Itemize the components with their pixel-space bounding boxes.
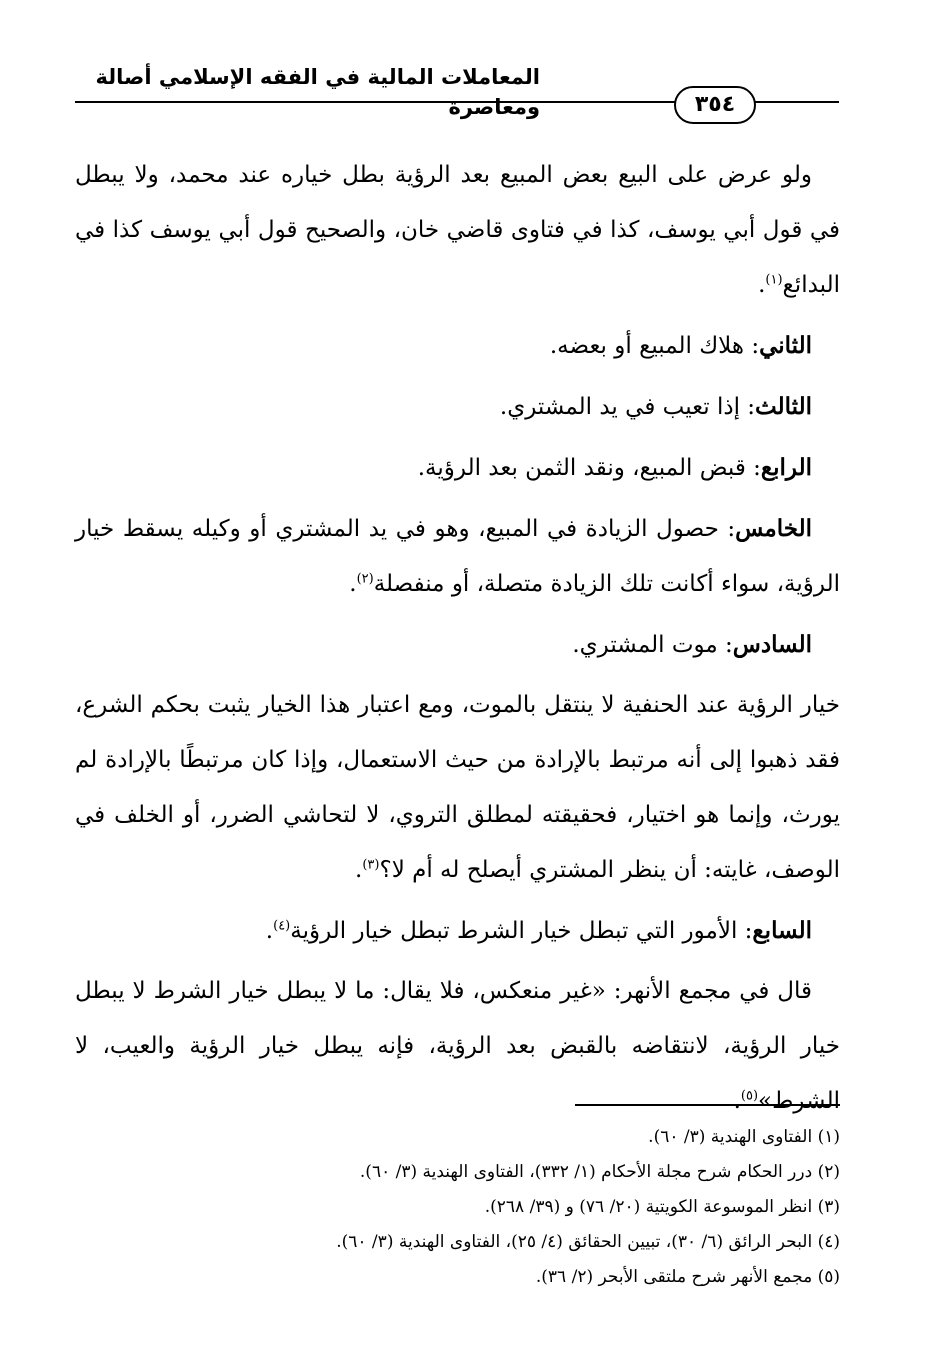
item-seventh: السابع: الأمور التي تبطل خيار الشرط تبطل خيار الرؤية$^{(٤)}$. (265, 917, 812, 944)
running-header-title: المعاملات المالية في الفقه الإسلامي أصالة ومعاصرة (95, 65, 540, 119)
item-third: الثالث: إذا تعيب في يد المشتري. (499, 393, 812, 420)
footnote-ref-3: (٣) (362, 857, 380, 873)
item-fifth: الخامس: حصول الزيادة في المبيع، وهو في يد المشتري أو وكيله يسقط خيار الرؤية، سواء أكانت تلك الزيادة متصلة، أو منفصلة$^{(٢)}$. (75, 515, 840, 597)
footnote: (٣) انظر الموسوعة الكويتية (٢٠/ ٧٦) و (٣٩/ ٢٦٨). (484, 1197, 840, 1217)
item-label: الخامس (735, 515, 812, 542)
footnote-ref-1: (١) (765, 272, 783, 288)
item-second: الثاني: هلاك المبيع أو بعضه. (549, 332, 812, 359)
footnote: (٢) درر الحكام شرح مجلة الأحكام (١/ ٣٣٢)، الفتاوى الهندية (٣/ ٦٠). (359, 1162, 840, 1182)
item-sixth: السادس: موت المشتري. (572, 631, 812, 658)
main-text (75, 148, 840, 1129)
item-label: الثالث (755, 393, 812, 420)
footnotes (75, 1120, 840, 1295)
footnote-divider (575, 1104, 840, 1106)
item-fourth: الرابع: قبض المبيع، ونقد الثمن بعد الرؤية. (417, 454, 812, 481)
footnote-ref-5: (٥) (740, 1088, 759, 1104)
paragraph-quote: قال في مجمع الأنهر: «غير منعكس، فلا يقال: ما لا يبطل خيار الشرط لا يبطل خيار الرؤية، لانتقاضه بالقبض بعد الرؤية، فإنه يبطل خيار الرؤية والعيب، لا الشرط»$^{(٥)}$. (75, 978, 840, 1114)
footnote: (٤) البحر الرائق (٦/ ٣٠)، تبيين الحقائق (٤/ ٢٥)، الفتاوى الهندية (٣/ ٦٠). (336, 1232, 840, 1252)
footnote-ref-4: (٤) (273, 918, 291, 934)
item-label: السابع (752, 917, 812, 944)
item-label: الثاني (759, 332, 812, 359)
footnote-ref-2: (٢) (356, 571, 374, 587)
item-label: الرابع (760, 454, 812, 481)
paragraph-inheritance: خيار الرؤية عند الحنفية لا ينتقل بالموت، ومع اعتبار هذا الخيار يثبت بحكم الشرع، فقد ذهبوا إلى أنه مرتبط بالإرادة من حيث الاستعمال، وإذا كان مرتبطًا بالإرادة لم يورث، وإنما هو اختيار، فحقيقته لمطلق التروي، لا لتحاشي الضرر، أو الخلف في الوصف، غايته: أن ينظر المشتري أيصلح له أم لا؟$^{(٣)}$. (75, 692, 840, 883)
page-number-badge: ٣٥٤ (674, 86, 756, 124)
item-label: السادس (732, 631, 812, 658)
paragraph-1: ولو عرض على البيع بعض المبيع بعد الرؤية بطل خياره عند محمد، ولا يبطل في قول أبي يوسف، كذا في فتاوى قاضي خان، والصحيح قول أبي يوسف كذا في البدائع$^{(١)}$. (75, 162, 840, 298)
footnote: (٥) مجمع الأنهر شرح ملتقى الأبحر (٢/ ٣٦). (535, 1267, 840, 1287)
footnote: (١) الفتاوى الهندية (٣/ ٦٠). (648, 1127, 840, 1147)
